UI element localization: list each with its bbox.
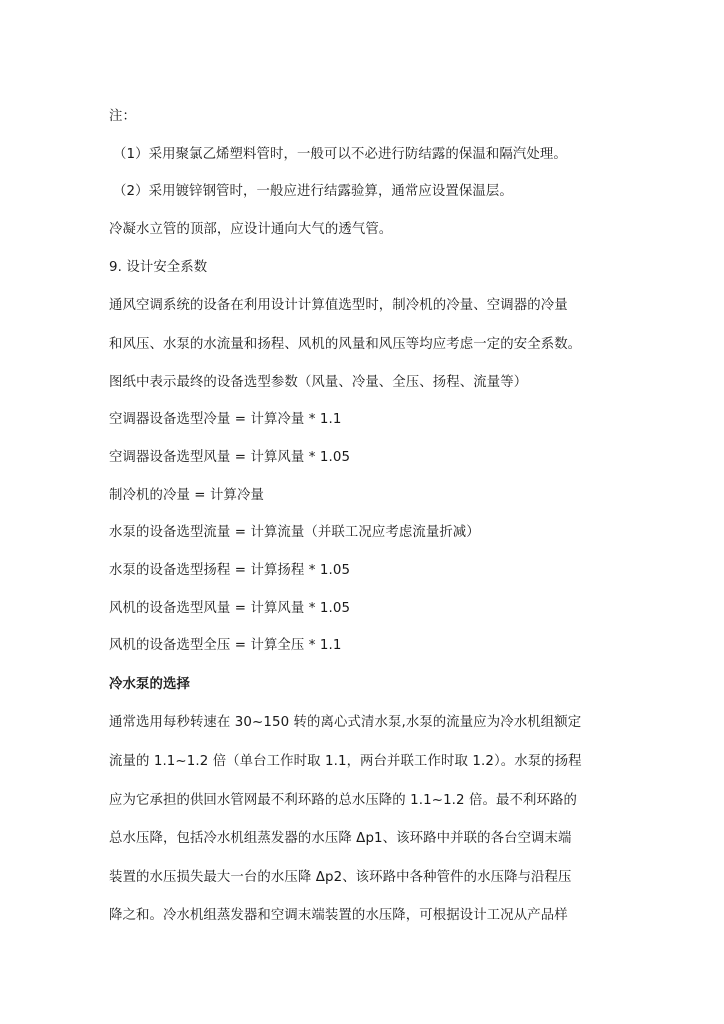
paragraph-line: 通常选用每秒转速在 30~150 转的离心式清水泵,水泵的流量应为冷水机组额定	[109, 715, 582, 730]
paragraph-line: 冷凝水立管的顶部，应设计通向大气的透气管。	[109, 222, 393, 237]
formula-line: 空调器设备选型冷量 = 计算冷量 * 1.1	[109, 412, 342, 427]
subsection-heading: 冷水泵的选择	[109, 677, 190, 692]
paragraph-line: 图纸中表示最终的设备选型参数（风量、冷量、全压、扬程、流量等）	[109, 375, 528, 390]
paragraph-line: 和风压、水泵的水流量和扬程、风机的风量和风压等均应考虑一定的安全系数。	[109, 337, 582, 352]
paragraph-line: 通风空调系统的设备在利用设计计算值选型时，制冷机的冷量、空调器的冷量	[109, 298, 568, 313]
paragraph-line: 流量的 1.1~1.2 倍（单台工作时取 1.1，两台并联工作时取 1.2）。水泵的扬程	[109, 754, 582, 769]
note-item-1: （1）采用聚氯乙烯塑料管时，一般可以不必进行防结露的保温和隔汽处理。	[113, 147, 567, 162]
paragraph-line: 总水压降，包括冷水机组蒸发器的水压降 Δp1、该环路中并联的各台空调末端	[109, 831, 572, 846]
paragraph-line: 应为它承担的供回水管网最不利环路的总水压降的 1.1~1.2 倍。最不利环路的	[109, 793, 577, 808]
note-item-2: （2）采用镀锌钢管时，一般应进行结露验算，通常应设置保温层。	[113, 184, 513, 199]
note-heading: 注：	[109, 109, 136, 124]
formula-line: 风机的设备选型风量 = 计算风量 * 1.05	[109, 601, 351, 616]
formula-line: 空调器设备选型风量 = 计算风量 * 1.05	[109, 450, 351, 465]
formula-line: 水泵的设备选型扬程 = 计算扬程 * 1.05	[109, 563, 351, 578]
section-heading: 9. 设计安全系数	[109, 260, 208, 275]
paragraph-line: 装置的水压损失最大一台的水压降 Δp2、该环路中各种管件的水压降与沿程压	[109, 870, 572, 885]
formula-line: 风机的设备选型全压 = 计算全压 * 1.1	[109, 638, 342, 653]
paragraph-line: 降之和。冷水机组蒸发器和空调末端装置的水压降，可根据设计工况从产品样	[109, 908, 568, 923]
formula-line: 水泵的设备选型流量 = 计算流量（并联工况应考虑流量折减）	[109, 525, 480, 540]
formula-line: 制冷机的冷量 = 计算冷量	[109, 488, 264, 503]
